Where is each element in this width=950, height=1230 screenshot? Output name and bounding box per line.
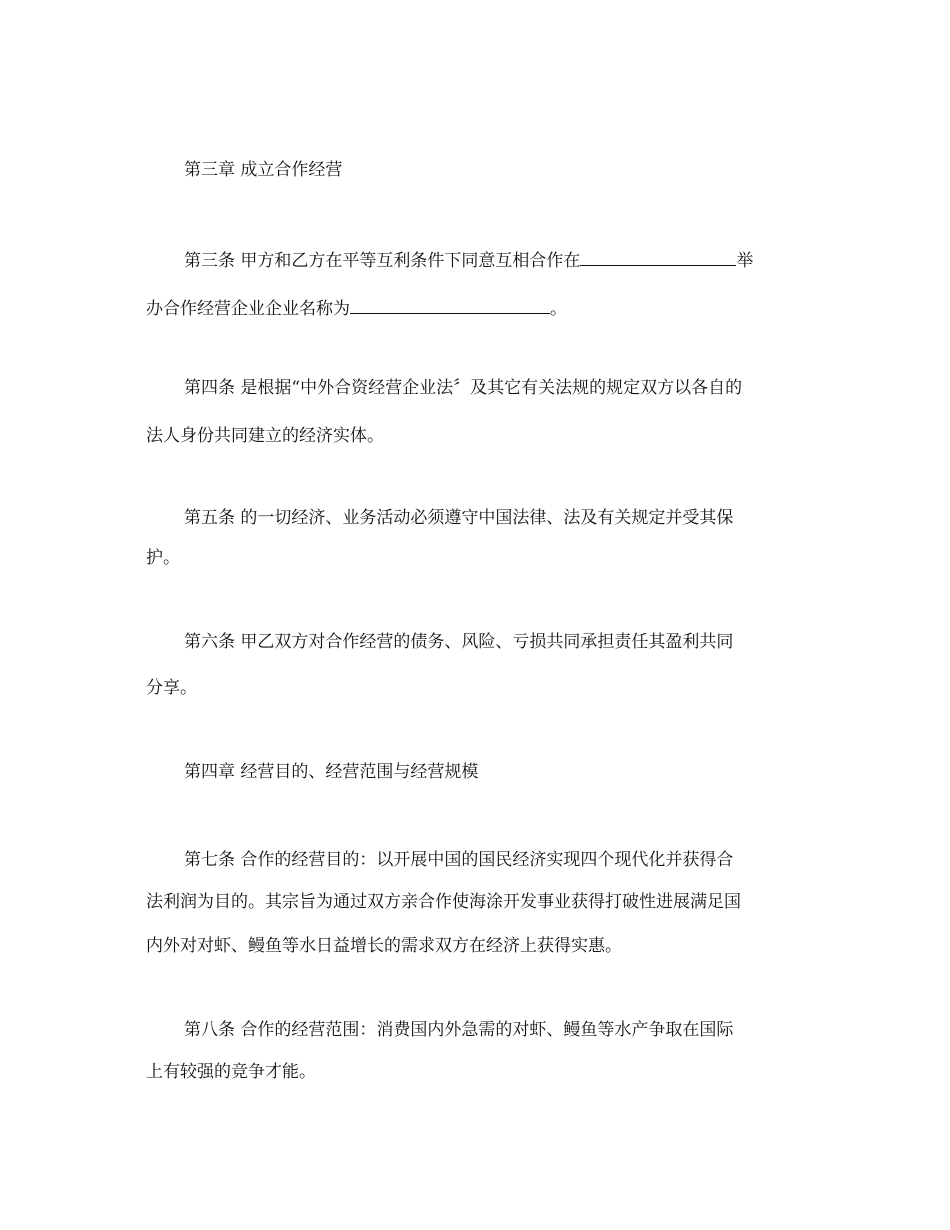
article-3-end-2: 。: [550, 299, 567, 319]
article-5-line-2: 护。: [146, 548, 180, 568]
article-3-text-2: 办合作经营企业企业名称为: [146, 299, 350, 319]
article-3-line-1: [184, 248, 753, 271]
article-8-line-2: 上有较强的竞争才能。: [146, 1062, 316, 1082]
chapter-4-heading: 第四章 经营目的、经营范围与经营规模: [184, 762, 479, 782]
article-8-line-1: 第八条 合作的经营范围：消费国内外急需的对虾、鳗鱼等水产争取在国际: [184, 1020, 734, 1040]
article-3-end-1: 举: [736, 251, 754, 271]
article-3-line-2: [146, 296, 567, 319]
article-7-line-1: 第七条 合作的经营目的：以开展中国的国民经济实现四个现代化并获得合: [184, 850, 734, 870]
article-4-line-1: 第四条 是根据“中外合资经营企业法〞及其它有关法规的规定双方以各自的: [184, 378, 743, 398]
article-7-line-3: 内外对对虾、鳗鱼等水日益增长的需求双方在经济上获得实惠。: [146, 936, 622, 956]
article-4-line-2: 法人身份共同建立的经济实体。: [146, 426, 384, 446]
chapter-3-heading: 第三章 成立合作经营: [184, 160, 343, 180]
article-5-line-1: 第五条 的一切经济、业务活动必须遵守中国法律、法及有关规定并受其保: [184, 508, 734, 528]
article-7-line-2: 法利润为目的。其宗旨为通过双方亲合作使海涂开发事业获得打破性进展满足国: [146, 892, 741, 912]
article-6-line-2: 分享。: [146, 678, 197, 698]
article-6-line-1: 第六条 甲乙双方对合作经营的债务、风险、亏损共同承担责任其盈利共同: [184, 632, 734, 652]
venue-blank-field: [580, 248, 736, 266]
article-3-text-1: 第三条 甲方和乙方在平等互利条件下同意互相合作在: [184, 251, 581, 271]
company-name-blank-field: [350, 296, 550, 314]
